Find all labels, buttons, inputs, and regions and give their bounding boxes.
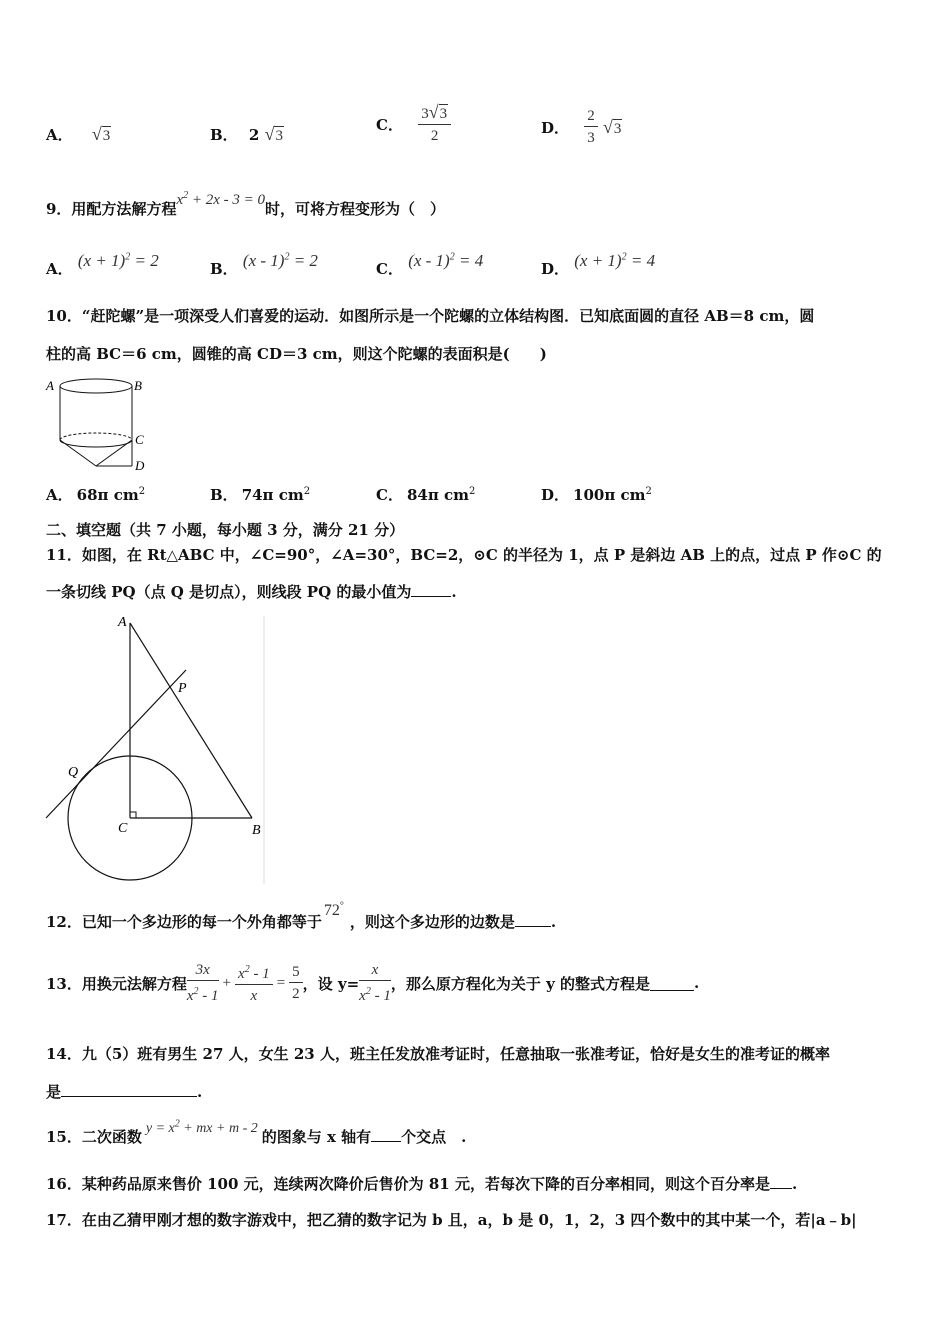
- q8-option-a: A． √3: [46, 124, 111, 144]
- label-P: P: [178, 681, 187, 696]
- q9-option-c: C． (x - 1)$^2$ = 4: [376, 251, 484, 278]
- q13-fraction-substitution: $\frac{x}{x^2 - 1}$: [359, 961, 391, 1004]
- tangent-line-PQ: [46, 670, 186, 818]
- q10-option-a: A． 68π $cm^2$: [46, 486, 146, 504]
- label-D: D: [135, 458, 145, 473]
- q10-stem-line1: 10．“赶陀螺”是一项深受人们喜爱的运动．如图所示是一个陀螺的立体结构图．已知底面圆的直径 AB＝8 cm，圆: [46, 307, 815, 325]
- top-ellipse: [60, 379, 132, 393]
- q11-stem-line2: 一条切线 PQ（点 Q 是切点），则线段 PQ 的最小值为 .: [46, 583, 457, 601]
- q9-option-a: A． $(x + 1)^2 = 2$: [46, 251, 159, 278]
- label-Q: Q: [68, 765, 79, 780]
- label-A: A: [46, 378, 54, 393]
- q8-option-c: C． $\frac{3√3}{2}$: [376, 102, 451, 147]
- q16-stem: 16．某种药品原来售价 100 元，连续两次降价后售价为 81 元，若每次下降的百分率相同，则这个百分率是 .: [46, 1175, 798, 1193]
- q11-figure: [40, 608, 270, 888]
- q15-answer-blank[interactable]: [371, 1127, 401, 1142]
- q13-fraction-2: $\frac{x^2 - 1}{x}$: [235, 960, 273, 1007]
- q12-angle: 72°: [323, 900, 344, 919]
- q10-stem-line2: 柱的高 BC＝6 cm，圆锥的高 CD＝3 cm，则这个陀螺的表面积是( ): [46, 345, 547, 363]
- cone-left-edge: [60, 440, 96, 466]
- q10-option-d: D． 100π $cm^2$: [541, 486, 652, 504]
- q8-option-b: B． 2 √3: [210, 124, 283, 144]
- label-C: C: [135, 432, 144, 447]
- q15-stem: 15．二次函数 $y = x^2$ + mx + m - 2 的图象与 x 轴有 个交点 .: [46, 1118, 467, 1146]
- q14-stem-line2: 是 .: [46, 1083, 203, 1101]
- q14-answer-blank[interactable]: [61, 1082, 197, 1097]
- q14-stem-line1: 14．九（5）班有男生 27 人，女生 23 人，班主任发放准考证时，任意抽取一张准考证，恰好是女生的准考证的概率: [46, 1045, 830, 1063]
- q9-stem: 9．用配方法解方程$x^2 + 2x - 3 = 0$时，可将方程变形为（ ）: [46, 190, 446, 218]
- q13-fraction-1: $\frac{3x}{x^2 - 1}$: [186, 961, 219, 1004]
- q9-option-b: B． (x - 1)$^2$ = 2: [210, 251, 318, 278]
- q16-answer-blank[interactable]: [770, 1174, 792, 1189]
- q10-top-figure: [40, 372, 160, 476]
- q13-answer-blank[interactable]: [650, 976, 694, 991]
- q8-c-fraction: $\frac{3√3}{2}$: [418, 102, 451, 147]
- q10-option-c: C． 84π $cm^2$: [376, 486, 476, 504]
- label-C: C: [118, 821, 128, 836]
- right-angle-mark: [130, 812, 136, 818]
- label-B: B: [134, 378, 142, 393]
- q11-answer-blank[interactable]: [411, 582, 451, 597]
- q8-a-radicand: 3: [102, 128, 111, 144]
- q11-stem-line1: 11．如图，在 Rt△ABC 中，∠C=90°，∠A=30°，BC=2，⊙C 的半径为 1，点 P 是斜边 AB 上的点，过点 P 作⊙C 的: [46, 546, 882, 564]
- q12-answer-blank[interactable]: [515, 912, 551, 927]
- q10-option-b: B． 74π $cm^2$: [210, 486, 311, 504]
- cone-right-edge: [96, 440, 132, 466]
- bottom-ellipse-front: [60, 440, 132, 447]
- q12-stem: 12．已知一个多边形的每一个外角都等于72°，则这个多边形的边数是 .: [46, 900, 557, 931]
- q9-equation: $x^2 + 2x - 3 = 0$: [176, 190, 266, 208]
- q8-d-fraction: $\frac{2}{3}$: [584, 106, 598, 149]
- q9-option-d: D． $(x + 1)^2 = 4$: [541, 251, 656, 278]
- q8-option-d: D． $\frac{2}{3}$ √3: [541, 106, 622, 149]
- q17-stem: 17．在由乙猜甲刚才想的数字游戏中，把乙猜的数字记为 b 且，a，b 是 0，1，2，3 四个数中的其中某一个，若|a﹣b|: [46, 1211, 857, 1229]
- bottom-ellipse-back: [60, 433, 132, 440]
- label-A: A: [118, 615, 127, 630]
- label-B: B: [252, 823, 261, 838]
- section-2-title: 二、填空题（共 7 小题，每小题 3 分，满分 21 分）: [46, 521, 405, 539]
- q13-stem: 13．用换元法解方程 $\frac{3x}{x^2 - 1}$ + $\frac{x^2 - 1}{x}$ = $\frac{5}{2}$ ，设 y= $\frac{x}{x^2 - 1}$ ，那么原方程化为关于 y 的整式方程是 .: [46, 958, 699, 1008]
- q15-function: $y = x^2$ + mx + m - 2: [145, 1118, 258, 1136]
- segment-AB: [130, 623, 252, 818]
- q13-fraction-3: $\frac{5}{2}$: [289, 962, 303, 1005]
